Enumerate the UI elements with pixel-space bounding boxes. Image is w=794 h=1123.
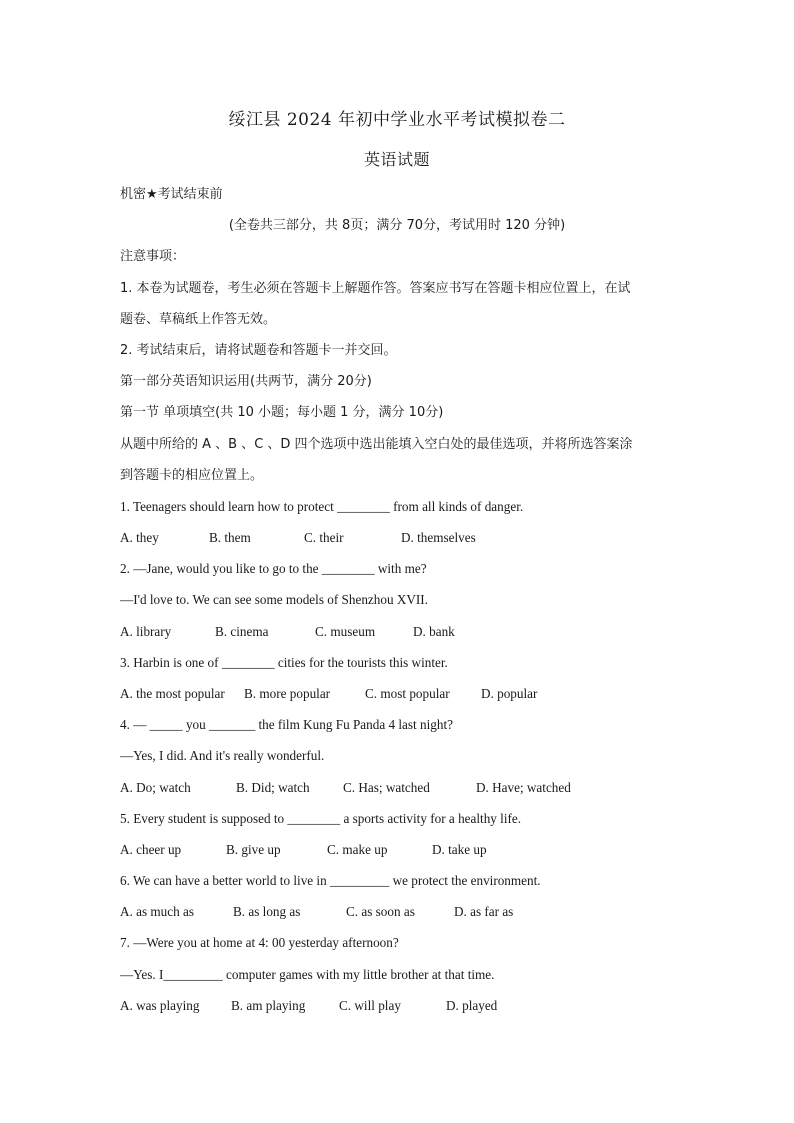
- option-b: B. them: [209, 530, 251, 545]
- option-d: D. themselves: [401, 530, 476, 545]
- option-b: B. am playing: [231, 998, 306, 1013]
- question-2-stem: 2. —Jane, would you like to go to the ________ with me?: [120, 561, 427, 576]
- exam-subtitle: 英语试题: [363, 150, 430, 169]
- confidential-label: 机密★考试结束前: [120, 187, 223, 202]
- option-d: D. bank: [413, 624, 455, 639]
- option-b: B. as long as: [233, 904, 301, 919]
- option-a: A. the most popular: [120, 686, 225, 701]
- question-4-answer-line: —Yes, I did. And it's really wonderful.: [120, 748, 325, 763]
- question-7-answer-line: —Yes. I_________ computer games with my little brother at that time.: [120, 967, 495, 982]
- exam-title: 绥江县 2024 年初中学业水平考试模拟卷二: [228, 110, 566, 130]
- part1-title: 第一部分英语知识运用(共两节，满分 20分): [120, 374, 372, 389]
- option-d: D. Have; watched: [476, 780, 571, 795]
- option-a: A. Do; watch: [120, 780, 191, 795]
- option-c: C. as soon as: [346, 904, 415, 919]
- instruction-line-1: 从题中所给的 A 、B 、C 、D 四个选项中选出能填入空白处的最佳选项，并将所选答案涂: [120, 437, 633, 452]
- option-b: B. Did; watch: [236, 780, 310, 795]
- instruction-line-2: 到答题卡的相应位置上。: [120, 468, 264, 483]
- option-a: A. as much as: [120, 904, 194, 919]
- option-b: B. cinema: [215, 624, 269, 639]
- question-6-stem: 6. We can have a better world to live in _________ we protect the environment.: [120, 873, 541, 888]
- note-item-1-line-2: 题卷、草稿纸上作答无效。: [120, 312, 277, 327]
- question-4-stem: 4. — _____ you _______ the film Kung Fu Panda 4 last night?: [120, 717, 453, 732]
- option-c: C. their: [304, 530, 344, 545]
- option-c: C. make up: [327, 842, 388, 857]
- exam-info: (全卷共三部分，共 8页；满分 70分，考试用时 120 分钟): [228, 218, 566, 233]
- option-d: D. popular: [481, 686, 538, 701]
- question-3-stem: 3. Harbin is one of ________ cities for the tourists this winter.: [120, 655, 448, 670]
- question-2-answer-line: —I'd love to. We can see some models of Shenzhou XVII.: [120, 592, 428, 607]
- option-b: B. more popular: [244, 686, 331, 701]
- option-c: C. will play: [339, 998, 401, 1013]
- option-c: C. most popular: [365, 686, 450, 701]
- option-b: B. give up: [226, 842, 281, 857]
- section1-title: 第一节 单项填空(共 10 小题；每小题 1 分，满分 10分): [120, 405, 444, 420]
- option-a: A. was playing: [120, 998, 200, 1013]
- note-item-1-line-1: 1. 本卷为试题卷，考生必须在答题卡上解题作答。答案应书写在答题卡相应位置上，在试: [120, 281, 631, 296]
- option-a: A. library: [120, 624, 172, 639]
- option-c: C. museum: [315, 624, 376, 639]
- question-5-stem: 5. Every student is supposed to ________ a sports activity for a healthy life.: [120, 811, 522, 826]
- option-d: D. as far as: [454, 904, 514, 919]
- option-a: A. cheer up: [120, 842, 182, 857]
- notes-heading: 注意事项：: [120, 249, 186, 264]
- question-1-stem: 1. Teenagers should learn how to protect ________ from all kinds of danger.: [120, 499, 524, 514]
- option-c: C. Has; watched: [343, 780, 430, 795]
- option-a: A. they: [120, 530, 159, 545]
- question-7-stem: 7. —Were you at home at 4: 00 yesterday afternoon?: [120, 935, 399, 950]
- option-d: D. take up: [432, 842, 487, 857]
- note-item-2: 2. 考试结束后，请将试题卷和答题卡一并交回。: [120, 343, 397, 358]
- option-d: D. played: [446, 998, 498, 1013]
